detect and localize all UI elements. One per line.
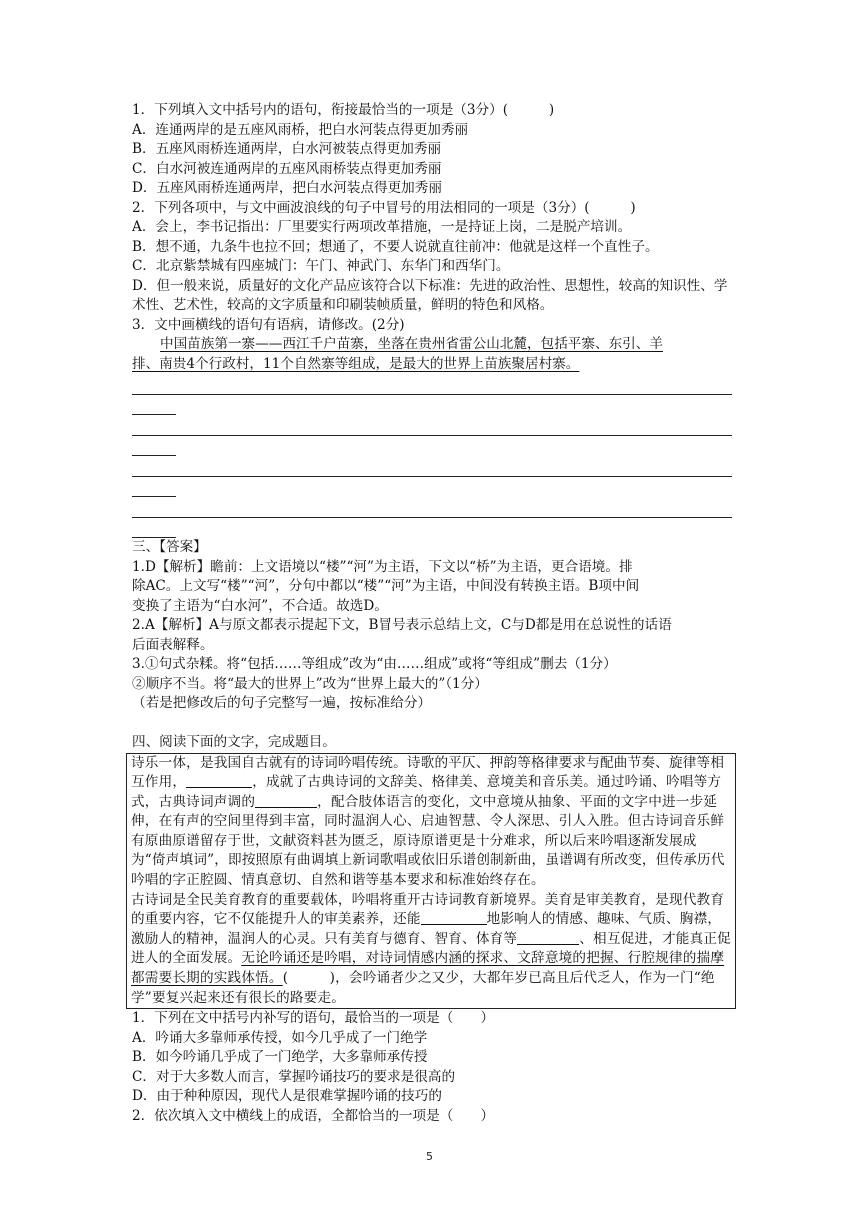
answer-1-line-2: 除AC。上文写“楼”“河”，分句中都以“楼”“河”为主语，中间没有转换主语。B项中间	[132, 578, 640, 594]
passage-underlined-sentence: 无论吟诵还是吟唱，对诗词情感内涵的探求、文辞意境的把握、行腔规律的揣摩都需要长期的实践体悟。	[131, 950, 725, 987]
answer-writing-line-2-tail[interactable]	[132, 436, 176, 457]
section-4-question-1-option-b: B．如今吟诵几乎成了一门绝学，大多靠师承传授	[132, 1049, 428, 1066]
underlined-sentence-part-1: 中国苗族第一寨——西江千户苗寨，坐落在贵州省雷公山北麓，包括平寨、东引、羊	[160, 336, 663, 352]
vertical-spacer	[132, 714, 732, 734]
question-2-option-c: C．北京紫禁城有四座城门：午门、神武门、东华门和西华门。	[132, 258, 510, 274]
question-3-stem: 3．文中画横线的语句有语病，请修改。(2分)	[132, 316, 405, 333]
answer-2-line-2: 后面表解释。	[132, 636, 214, 653]
passage-paragraph-2	[131, 891, 731, 1009]
question-2-option-a: A．会上，李书记指出：厂里要实行两项改革措施，一是持证上岗，二是脱产培训。	[132, 219, 632, 235]
passage-2-text-c: 、相互促进，才能真正促进人的全面发展。	[131, 930, 731, 967]
passage-2-text-d: ( )，会吟诵者少之又少，大都年岁已高且后代乏人，作为一门“绝学”要复兴起来还有很长的路要走。	[131, 970, 715, 1006]
question-2-stem: 2．下列各项中，与文中画波浪线的句子中冒号的用法相同的一项是（3分）( )	[132, 199, 636, 216]
answer-writing-line-4-tail[interactable]	[132, 518, 176, 539]
question-1-stem: 1．下列填入文中括号内的语句，衔接最恰当的一项是（3分）( )	[132, 102, 555, 118]
question-2-option-d: D．但一般来说，质量好的文化产品应该符合以下标准：先进的政治性、思想性，较高的知识性、学术性、艺术性，较高的文字质量和印刷装帧质量，鲜明的特色和风格。	[132, 277, 728, 313]
section-4-question-1-stem: 1．下列在文中括号内补写的语句，最恰当的一项是（ ）	[132, 1010, 495, 1027]
answer-writing-line-2[interactable]	[132, 415, 732, 436]
answer-writing-line-1-tail[interactable]	[132, 395, 176, 416]
page-content	[132, 101, 732, 1126]
answer-1-line-3: 变换了主语为“白水河”，不合适。故选D。	[132, 597, 388, 614]
passage-1-text-a: 诗乐一体，是我国自古就有的诗词吟唱传统。诗歌的平仄、押韵等格律要求与配曲节奏、旋律等相互作用，	[131, 754, 725, 791]
passage-2-text-a: 古诗词是全民美育教育的重要载体，吟唱将重开古诗词教育新境界。美育是审美教育，是现代教育的重要内容，它不仅能提升人的审美素养，还能	[131, 891, 725, 928]
question-3-sentence-line-2	[132, 355, 732, 375]
section-4-question-1-option-c: C．对于大多数人而言，掌握吟诵技巧的要求是很高的	[132, 1068, 456, 1085]
passage-blank-1[interactable]	[186, 773, 252, 788]
passage-blank-2[interactable]	[255, 793, 317, 808]
section-4-question-1-option-d: D．由于种种原因，现代人是很难掌握吟诵的技巧的	[132, 1088, 442, 1105]
section-4-question-2-stem: 2．依次填入文中横线上的成语，全都恰当的一项是（ ）	[132, 1107, 495, 1124]
answer-3-line-2: ②顺序不当。将“最大的世界上”改为“世界上最大的”（1分）	[132, 675, 488, 692]
section-4-heading: 四、阅读下面的文字，完成题目。	[132, 734, 336, 750]
passage-paragraph-1	[131, 754, 731, 891]
answer-writing-line-1[interactable]	[132, 374, 732, 395]
reading-passage-box	[126, 753, 736, 1010]
answer-3-line-1: 3.①句式杂糅。将“包括……等组成”改为“由……组成”或将“等组成”删去（1分）	[132, 656, 617, 672]
answers-heading: 三、【答案】	[132, 539, 207, 555]
section-4-question-1-option-a: A．吟诵大多靠师承传授，如今几乎成了一门绝学	[132, 1029, 428, 1046]
answer-3-line-3: （若是把修改后的句子完整写一遍，按标准给分）	[132, 695, 432, 711]
passage-blank-4[interactable]	[517, 930, 579, 945]
passage-2-text-b: 地影响人的情感、趣味、气质、胸襟，激励人的精神，温润人的心灵。只有美育与德育、智育、体育等	[131, 911, 722, 947]
passage-1-text-c: ，配合肢体语言的变化，文中意境从抽象、平面的文字中进一步延伸，在有声的空间里得到丰富，同时温润人心、启迪智慧、令人深思、引人入胜。但古诗词音乐鲜有原曲原谱留存于世，文献资料甚为匮乏，原诗原谱更是十分难求，所以后来吟唱逐渐发展成为“倚声填词”，即按照原有曲调填上新词歌唱或依旧乐谱创制新曲，虽谱调有所改变，但传承历代吟唱的字正腔圆、情真意切、自然和谐等基本要求和标准始终存在。	[131, 793, 725, 889]
answer-writing-line-3[interactable]	[132, 456, 732, 477]
question-1-option-d: D．五座风雨桥连通两岸，把白水河装点得更加秀丽	[132, 180, 442, 196]
answer-1-line-1: 1.D【解析】瞻前：上文语境以“楼”“河”为主语，下文以“桥”为主语，更合语境。排	[132, 558, 633, 575]
passage-1-text-b: ，成就了古典诗词的文辞美、格律美、意境美和音乐美。通过吟诵、吟唱等方式，古典诗词声调的	[131, 774, 722, 810]
answer-writing-line-3-tail[interactable]	[132, 477, 176, 498]
passage-blank-3[interactable]	[421, 910, 487, 925]
answer-writing-line-4[interactable]	[132, 497, 732, 518]
question-3-sentence-line-1	[132, 335, 732, 355]
page-number: 5	[426, 1150, 433, 1163]
answer-2-line-1: 2.A【解析】A与原文都表示提起下文，B冒号表示总结上文，C与D都是用在总说性的话语	[132, 617, 672, 633]
question-1-option-a: A．连通两岸的是五座风雨桥，把白水河装点得更加秀丽	[132, 121, 469, 138]
underlined-sentence-part-2: 排、南贵4个行政村，11个自然寨等组成，是最大的世界上苗族聚居村寨。	[132, 355, 580, 372]
question-2-option-b: B．想不通，九条牛也拉不回；想通了，不要人说就直往前冲：他就是这样一个直性子。	[132, 238, 659, 255]
question-1-option-c: C．白水河被连通两岸的五座风雨桥装点得更加秀丽	[132, 160, 442, 177]
question-1-option-b: B．五座风雨桥连通两岸，白水河被装点得更加秀丽	[132, 141, 442, 157]
